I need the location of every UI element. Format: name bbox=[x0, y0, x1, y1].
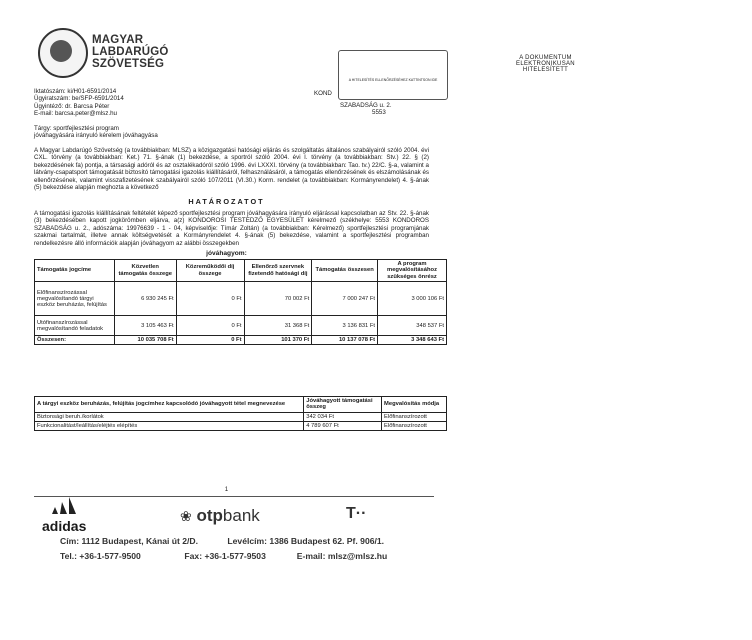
total-row bbox=[35, 336, 447, 345]
recipient-zip: 5553 bbox=[372, 109, 386, 117]
table-row bbox=[35, 316, 447, 336]
column-header: Közvetlen támogatás összege bbox=[114, 260, 176, 282]
item-name: Biztonsági beruh./korlátok bbox=[35, 412, 304, 421]
table-cell: 10 035 708 Ft bbox=[114, 336, 176, 345]
row-label: Utófinanszírozással megvalósítandó feladatok bbox=[35, 316, 115, 336]
table-cell: 3 348 643 Ft bbox=[378, 336, 447, 345]
otpbank-logo bbox=[180, 506, 260, 526]
adidas-wordmark: adidas bbox=[42, 518, 87, 534]
mlsz-logo-icon bbox=[38, 28, 88, 78]
approved-items-table bbox=[34, 396, 447, 431]
table-cell: 3 000 106 Ft bbox=[378, 282, 447, 316]
stamp-line-2: ELEKTRONIKUSAN bbox=[516, 61, 575, 67]
contact-footer bbox=[60, 534, 387, 564]
bank-wordmark: bank bbox=[222, 506, 260, 525]
phone-number: Tel.: +36-1-577-9500 bbox=[60, 551, 141, 561]
subject bbox=[34, 125, 158, 140]
contact-email[interactable]: E-mail: mlsz@mlsz.hu bbox=[296, 551, 388, 561]
organization-name bbox=[92, 34, 169, 70]
row-label: Előfinanszírozással megvalósítandó tárgyi eszköz beruházás, felújítás bbox=[35, 282, 115, 316]
table-cell: 3 105 463 Ft bbox=[114, 316, 176, 336]
table-row bbox=[35, 421, 447, 430]
otp-swirl-icon: ❀ bbox=[180, 508, 192, 524]
table-cell: 7 000 247 Ft bbox=[312, 282, 378, 316]
table-cell: 348 537 Ft bbox=[378, 316, 447, 336]
officer-email: E-mail: barcsa.peter@mlsz.hu bbox=[34, 110, 117, 118]
org-line-2: LABDARÚGÓ bbox=[92, 46, 169, 58]
table-cell: 0 Ft bbox=[176, 282, 244, 316]
otp-wordmark: otp bbox=[196, 506, 223, 525]
table-header-row bbox=[35, 260, 447, 282]
adidas-logo-icon bbox=[48, 496, 88, 514]
file-number: Iktatószám: ki/H01-6591/2014 bbox=[34, 88, 117, 95]
table-header-row bbox=[35, 397, 447, 413]
org-line-1: MAGYAR bbox=[92, 34, 144, 46]
item-mode: Előfinanszírozott bbox=[382, 421, 447, 430]
column-header: Támogatás összesen bbox=[312, 260, 378, 282]
stamp-fine-print: A HITELESÍTÉS ELLENŐRZÉSÉHEZ KATTINTSON IDE bbox=[348, 78, 438, 82]
table-cell: 0 Ft bbox=[176, 336, 244, 345]
subject-line-1: Tárgy: sportfejlesztési program bbox=[34, 125, 119, 132]
item-amount: 4 789 607 Ft bbox=[304, 421, 382, 430]
approval-caption: jóváhagyom: bbox=[206, 250, 247, 257]
column-header: Közreműködői díj összege bbox=[176, 260, 244, 282]
table-cell: 6 930 245 Ft bbox=[114, 282, 176, 316]
item-amount: 342 034 Ft bbox=[304, 412, 382, 421]
stamp-line-3: HITELESÍTETT bbox=[522, 67, 569, 73]
subject-line-2: jóváhagyására irányuló kérelem jóváhagyása bbox=[34, 132, 158, 140]
table-cell: 3 136 831 Ft bbox=[312, 316, 378, 336]
item-name: Funkcionalitást/leállítás/eléjtés elépítés bbox=[35, 421, 304, 430]
column-header: Jóváhagyott támogatási összeg bbox=[304, 397, 382, 413]
decision-paragraph: A támogatási igazolás kiállításának feltételét képező sportfejlesztési program jóváhagyására irányuló eljárással kapcsolatban az Stv. 22. §-ának (3) bekezdésében kapott jogkörömben eljárva, a(z) KONDOROSI TESTEDZŐ EGYESÜLET kérelmező (székhelye: 5553 KONDOROS SZABADSÁG u. 2., adószáma: 19976639 - 1 - 04, képviselője: Tímár Zoltán) (a továbbiakban: Kérelmező) sportfejlesztési programjának szakmai tartalmát, illetve annak költségvetését a Kormányrendelet 4. §-ának (5) bekezdése, valamint a sportfejlesztési programban rendelkezésre álló információk alapján jóváhagyom az alábbi összegekben bbox=[34, 210, 429, 247]
footer-divider bbox=[34, 496, 434, 497]
table-cell: 70 002 Ft bbox=[244, 282, 312, 316]
page-number: 1 bbox=[224, 486, 229, 493]
row-label: Összesen: bbox=[35, 336, 115, 345]
column-header: A tárgyi eszköz beruházás, felújítás jogcímhez kapcsolódó jóváhagyott tétel megnevezése bbox=[35, 397, 304, 413]
recipient-address-partial: KOND bbox=[314, 90, 332, 97]
table-cell: 0 Ft bbox=[176, 316, 244, 336]
table-cell: 101 370 Ft bbox=[244, 336, 312, 345]
column-header: Ellenőrző szervnek fizetendő hatósági díj bbox=[244, 260, 312, 282]
fax-number: Fax: +36-1-577-9503 bbox=[184, 551, 266, 561]
mailing-address: Levélcím: 1386 Budapest 62. Pf. 906/1. bbox=[227, 536, 385, 546]
case-officer: Ügyintéző: dr. Barcsa Péter bbox=[34, 102, 110, 110]
item-mode: Előfinanszírozott bbox=[382, 412, 447, 421]
case-number: Ügyiratszám: be/SFP-6591/2014 bbox=[34, 95, 124, 103]
column-header: Megvalósítás módja bbox=[382, 397, 447, 413]
support-summary-table bbox=[34, 259, 447, 345]
decision-heading: HATÁROZATOT bbox=[188, 197, 265, 206]
stamp-line-1: A DOKUMENTUM bbox=[519, 55, 572, 61]
authentication-stamp[interactable] bbox=[338, 50, 575, 100]
table-cell: 31 368 Ft bbox=[244, 316, 312, 336]
table-row bbox=[35, 412, 447, 421]
table-row bbox=[35, 282, 447, 316]
column-header: Támogatás jogcíme bbox=[35, 260, 115, 282]
recipient-street: SZABADSÁG u. 2. bbox=[340, 102, 392, 109]
intro-paragraph: A Magyar Labdarúgó Szövetség (a továbbiakban: MLSZ) a közigazgatási hatósági eljárás és szolgáltatás általános szabályairól szóló 2004. évi CXL. törvény (a továbbiakban: Ket.) 71. §-ának (1) bekezdése, a sportról szóló 2004. évi I. törvény (a továbbiakban: Stv.) 22. § (2) bekezdésének fa) pontja, a társasági adóról és az osztalékadóról szóló 1996. évi LXXXI. törvény (a továbbiakban: Tao. tv.) 22/C. §-a, valamint a látvány-csapatsport támogatását biztosító támogatási igazolás kiállításáról, felhasználásáról, a támogatás ellenőrzésének és elszámolásának és ellenőrzésének, valamint visszafizetésének szabályairól szóló 107/2011 (VI.30.) Korm. rendelet (a továbbiakban: Kormányrendelet) 4. §-ának (5) bekezdése alapján meghozta a következő bbox=[34, 147, 429, 192]
column-header: A program megvalósításához szükséges önrész bbox=[378, 260, 447, 282]
postal-address: Cím: 1112 Budapest, Kánai út 2/D. bbox=[60, 536, 199, 546]
table-cell: 10 137 078 Ft bbox=[312, 336, 378, 345]
document-meta bbox=[34, 88, 124, 118]
recipient-address bbox=[340, 102, 392, 117]
telekom-logo: T·· bbox=[346, 505, 367, 522]
org-line-3: SZÖVETSÉG bbox=[92, 58, 165, 70]
